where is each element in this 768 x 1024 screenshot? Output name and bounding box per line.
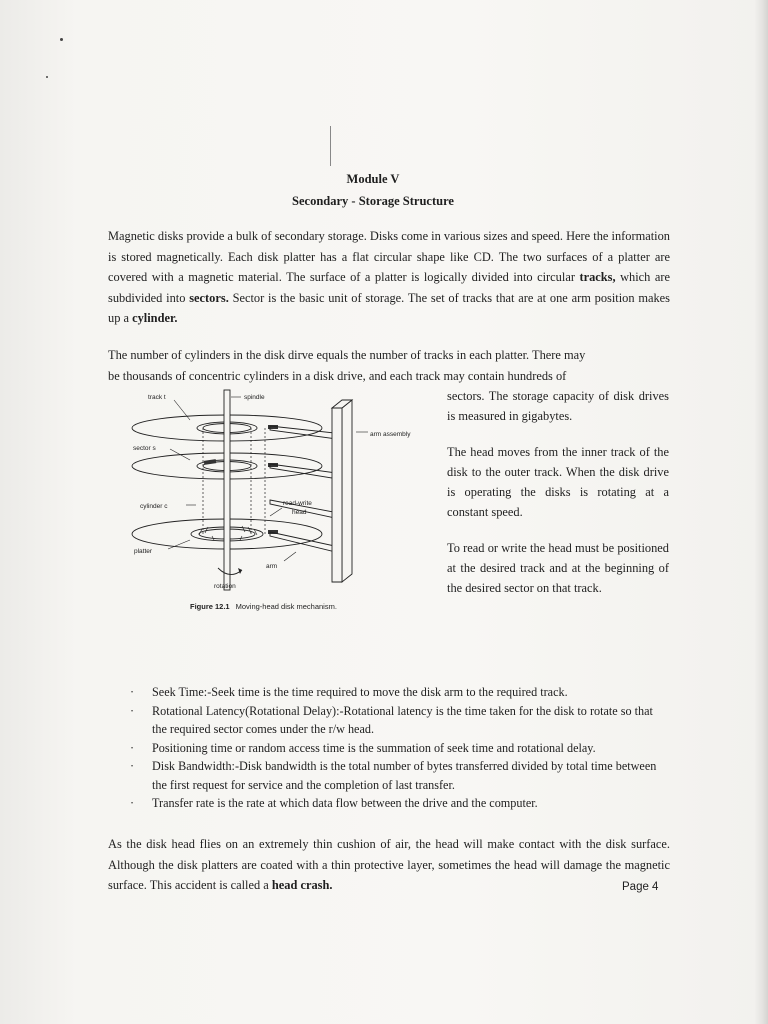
bullet-text: Rotational Latency(Rotational Delay):-Rotational latency is the time taken for the disk to rotate so that the required sector comes under the r/w head.: [152, 703, 653, 736]
bullet-text: Positioning time or random access time is the summation of seek time and rotational delay.: [152, 740, 596, 755]
term-sectors: sectors.: [189, 290, 229, 305]
scan-speck: [60, 38, 63, 41]
scan-speck: [46, 76, 48, 78]
list-item: [130, 739, 664, 758]
bullet-dot: ·: [130, 703, 135, 718]
list-item: [130, 794, 664, 813]
module-title: Module V: [346, 172, 400, 186]
bullet-list: [130, 683, 664, 813]
read-write-text: To read or write the head must be positioned at the desired track and at the beginning of the desired sector on that track.: [447, 541, 669, 595]
head-movement-text: The head moves from the inner track of the disk to the outer track. When the disk drive is operating the disks is rotating at a constant speed.: [447, 445, 669, 519]
disk-mechanism-figure: [130, 388, 430, 618]
arm-assembly-post: [332, 400, 352, 582]
head-crash-paragraph: [108, 834, 670, 896]
label-cylinder: cylinder c: [140, 503, 168, 510]
cylinders-paragraph-line2: be thousands of concentric cylinders in a disk drive, and each track may contain hundreds of: [108, 369, 567, 383]
label-rotation: rotation: [214, 583, 236, 590]
cylinder-dashes: [203, 428, 265, 534]
text-run: which are subdivided into: [108, 270, 670, 305]
list-item: [130, 702, 664, 739]
cylinders-paragraph-line1: The number of cylinders in the disk dirve equals the number of tracks in each platter. There may: [108, 348, 586, 362]
figure-caption-text: Moving-head disk mechanism.: [235, 602, 337, 611]
label-arm-assembly: arm assembly: [370, 431, 411, 438]
bullet-text: Seek Time:-Seek time is the time required to move the disk arm to the required track.: [152, 685, 568, 699]
bullet-text: Disk Bandwidth:-Disk bandwidth is the total number of bytes transferred divided by total time between the first request for service and the completion of last transfer.: [152, 759, 657, 792]
figure-caption: [190, 602, 337, 611]
capacity-text: sectors. The storage capacity of disk drives is measured in gigabytes.: [447, 389, 669, 423]
label-sector: sector s: [133, 445, 156, 452]
rotation-arrow-head: [238, 568, 242, 574]
page-edge-shadow: [754, 0, 768, 1024]
term-cylinder: cylinder.: [132, 311, 178, 325]
term-tracks: tracks,: [579, 270, 616, 284]
disk-diagram-svg: [130, 388, 430, 618]
label-platter: platter: [134, 548, 153, 555]
text-run: As the disk head flies on an extremely thin cushion of air, the head will make contact with the disk surface. Although the disk platters are coated with a thin protective layer, sometimes the head will damage the magnetic surface. This accident is called a: [108, 837, 670, 892]
spindle-shaft: [224, 390, 230, 590]
bullet-dot: ·: [130, 759, 135, 773]
intro-paragraph: [108, 226, 670, 329]
text-run: Sector is the basic unit of storage. The set of tracks that are at one arm position makes up a: [108, 290, 670, 325]
section-heading: Secondary - Storage Structure: [292, 194, 454, 208]
label-arm: arm: [266, 563, 278, 570]
label-rw-head-line2: head: [292, 509, 307, 516]
list-item: [130, 683, 664, 702]
label-track: track t: [148, 394, 166, 401]
list-item: [130, 757, 664, 794]
scan-mark: [330, 126, 331, 166]
term-head-crash: head crash.: [271, 878, 333, 892]
page-number: Page 4: [622, 881, 659, 893]
bullet-dot: ·: [130, 685, 135, 699]
label-rw-head-line1: read-write: [283, 500, 312, 507]
text-run: Magnetic disks provide a bulk of secondary storage. Disks come in various sizes and speed. Here the information is stored magnetically. Each disk platter has a flat circular shape like CD. The two surfaces of a platter are covered with a magnetic material. The surface of a platter is logically divided into circular: [108, 229, 670, 284]
bullet-dot: ·: [130, 796, 135, 810]
label-spindle: spindle: [244, 394, 265, 401]
figure-number: Figure 12.1: [190, 602, 230, 611]
bullet-text: Transfer rate is the rate at which data flow between the drive and the computer.: [152, 796, 538, 810]
bullet-dot: ·: [130, 740, 135, 755]
